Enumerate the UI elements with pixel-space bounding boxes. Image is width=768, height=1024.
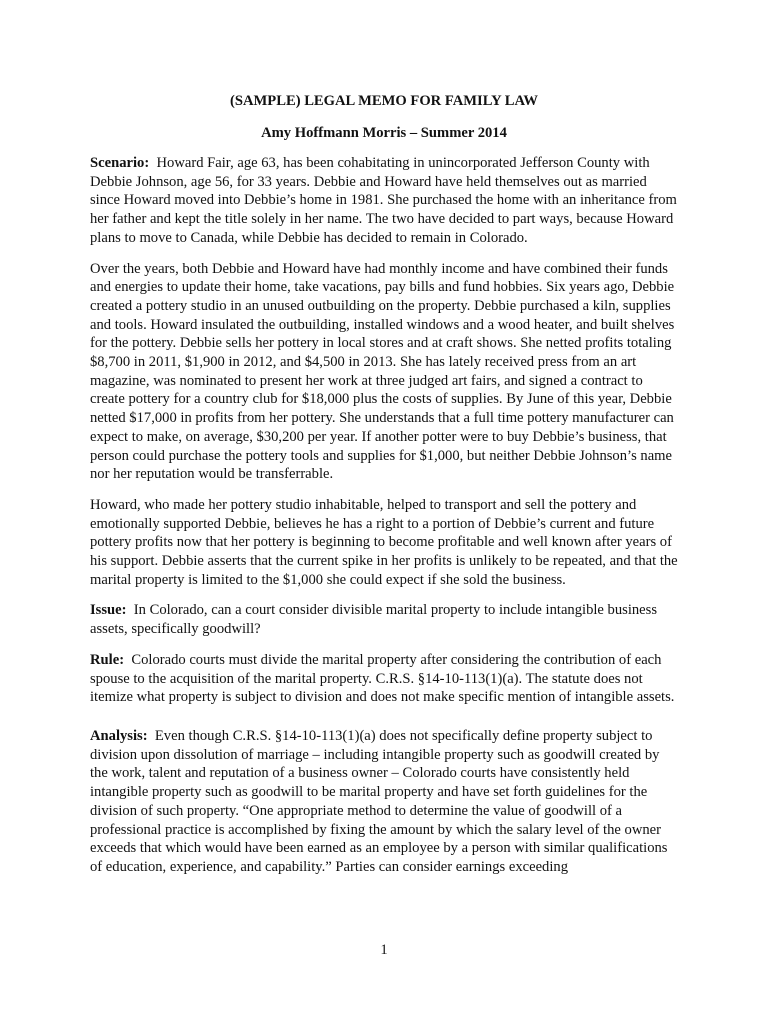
- page-number: 1: [380, 942, 388, 958]
- scenario-text: Howard Fair, age 63, has been cohabitating in unincorporated Jefferson County with Debbie Johnson, age 56, for 33 years. Debbie and Howard have held themselves out as married since Howard moved into Debbie’s home in 1981. She purchased the home with an inheritance from her father and kept the title solely in her name. The two have decided to part ways, because Howard plans to move to Canada, while Debbie has decided to remain in Colorado.: [90, 155, 677, 246]
- memo-byline: Amy Hoffmann Morris – Summer 2014: [261, 125, 507, 141]
- scenario-label: Scenario:: [90, 155, 150, 171]
- rule-paragraph: [90, 651, 678, 707]
- analysis-text: Even though C.R.S. §14-10-113(1)(a) does not specifically define property subject to division upon dissolution of marriage – including intangible property such as goodwill created by the work, talent and reputation of a business owner – Colorado courts have consistently held intangible property such as goodwill to be marital property and have set forth guidelines for the division of such property. “One appropriate method to determine the value of goodwill of a professional practice is accomplished by fixing the amount by which the salary level of the owner exceeds that which would have been earned as an employee by a person with similar qualifications of education, experience, and capability.” Parties can consider earnings exceeding: [90, 727, 668, 875]
- analysis-label: Analysis:: [90, 727, 148, 744]
- positions-paragraph: Howard, who made her pottery studio inhabitable, helped to transport and sell the pottery and emotionally supported Debbie, believes he has a right to a portion of Debbie’s current and future pottery profits now that her pottery is beginning to become profitable and well known after years of his support. Debbie asserts that the current spike in her profits is unlikely to be repeated, and that the marital property is limited to the $1,000 she could expect if she sold the business.: [90, 496, 678, 588]
- issue-label: Issue:: [90, 602, 127, 619]
- scenario-paragraph: [90, 154, 678, 248]
- memo-body: [90, 92, 678, 877]
- facts-paragraph: Over the years, both Debbie and Howard have had monthly income and have combined their funds and energies to update their home, take vacations, pay bills and fund hobbies. Six years ago, Debbie created a pottery studio in an unused outbuilding on the property. Debbie purchased a kiln, supplies and tools. Howard insulated the outbuilding, installed windows and a wood heater, and built shelves for the pottery. Debbie sells her pottery in local stores and at craft shows. She netted profits totaling $8,700 in 2011, $1,900 in 2012, and $4,500 in 2013. She has lately received press from an art magazine, was nominated to present her work at three judged art fairs, and signed a contract to create pottery for a country club for $18,000 plus the costs of supplies. By June of this year, Debbie netted $17,000 in profits from her pottery. She understands that a full time pottery manufacturer can expect to make, on average, $30,200 per year. If another potter were to buy Debbie’s business, that person could purchase the pottery tools and supplies for $1,000, but neither Debbie Johnson’s name nor her reputation would be transferrable.: [90, 260, 675, 483]
- analysis-paragraph: [90, 727, 678, 877]
- rule-text: Colorado courts must divide the marital property after considering the contribution of each spouse to the acquisition of the marital property. C.R.S. §14-10-113(1)(a). The statute does not itemize what property is subject to division and does not make specific mention of intangible assets.: [90, 651, 675, 706]
- issue-text: In Colorado, can a court consider divisible marital property to include intangible business assets, specifically goodwill?: [90, 602, 658, 638]
- issue-paragraph: [90, 601, 678, 638]
- memo-title: (SAMPLE) LEGAL MEMO FOR FAMILY LAW: [230, 93, 538, 109]
- rule-label: Rule:: [90, 651, 125, 668]
